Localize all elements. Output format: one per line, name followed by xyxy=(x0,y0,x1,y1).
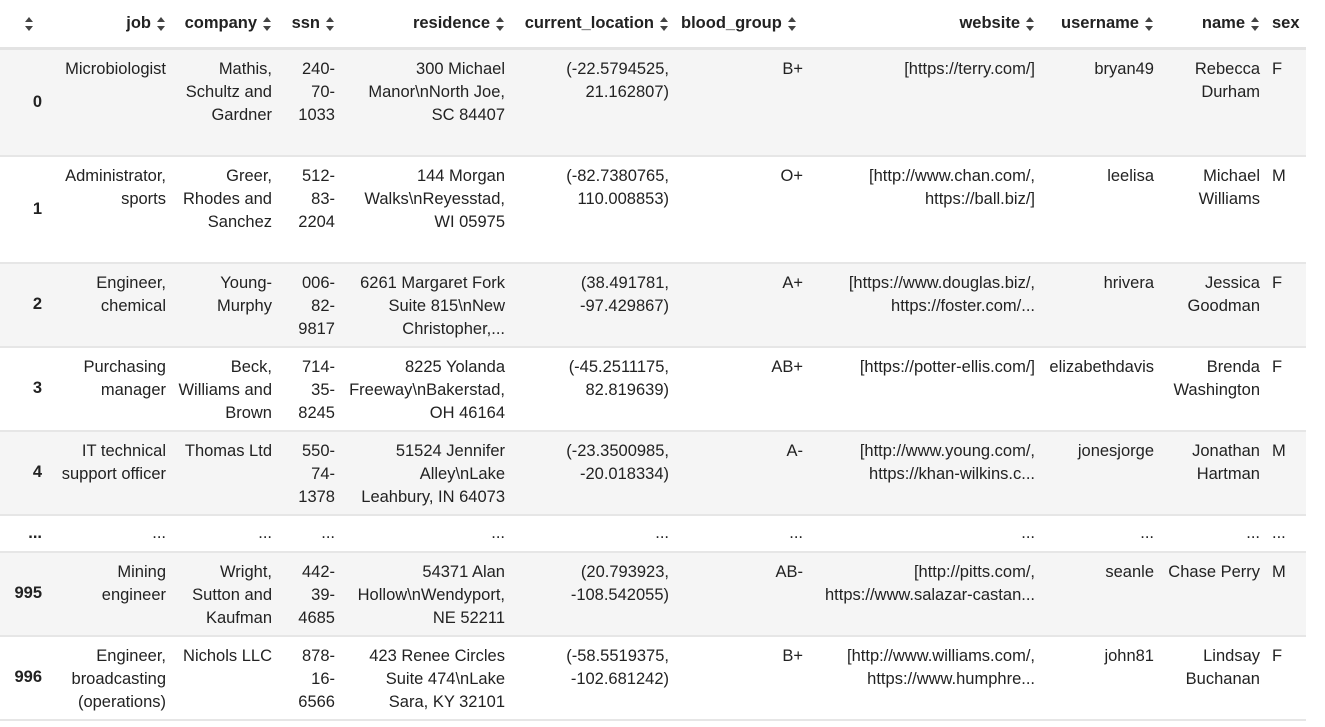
cell-username: jonesjorge xyxy=(1077,441,1154,460)
cell-website: [https://terry.com/] xyxy=(904,60,1035,78)
cell-company: Wright, Sutton and Kaufman xyxy=(192,562,272,627)
cell-residence: 54371 Alan Hollow\nWendyport, NE 52211 xyxy=(357,562,505,627)
column-header-residence[interactable]: residence xyxy=(341,0,511,49)
column-header-sex[interactable]: sex xyxy=(1266,0,1306,49)
cell-username: seanle xyxy=(1105,562,1154,581)
cell-current-location: ... xyxy=(655,523,669,542)
sort-icon[interactable] xyxy=(1145,17,1154,31)
cell-company: Thomas Ltd xyxy=(184,441,272,460)
cell-company: Greer, Rhodes and Sanchez xyxy=(183,166,272,231)
cell-sex: M xyxy=(1272,441,1286,460)
cell-job: Engineer, chemical xyxy=(96,273,166,315)
cell-sex: ... xyxy=(1272,523,1286,542)
cell-residence: ... xyxy=(491,523,505,542)
cell-job: Administrator, sports xyxy=(65,166,166,208)
cell-current-location: (-58.5519375, -102.681242) xyxy=(566,646,669,688)
cell-company: ... xyxy=(258,523,272,542)
cell-sex: F xyxy=(1272,60,1283,78)
cell-blood-group: B+ xyxy=(782,646,803,665)
cell-name: Jonathan Hartman xyxy=(1192,441,1260,483)
sort-icon[interactable] xyxy=(263,17,272,31)
cell-residence: 8225 Yolanda Freeway\nBakerstad, OH 46164 xyxy=(349,357,505,422)
cell-residence: 144 Morgan Walks\nReyesstad, WI 05975 xyxy=(364,166,505,231)
sort-icon[interactable] xyxy=(25,17,34,31)
cell-ssn: 878-16-6566 xyxy=(298,646,335,711)
cell-username: ... xyxy=(1140,523,1154,542)
column-header-company[interactable]: company xyxy=(172,0,278,49)
table-row xyxy=(0,347,1306,431)
cell-username: hrivera xyxy=(1103,273,1154,292)
row-index: 996 xyxy=(14,668,42,686)
cell-name: Chase Perry xyxy=(1168,562,1260,581)
cell-ssn: 240-70-1033 xyxy=(298,60,335,124)
cell-blood-group: B+ xyxy=(782,60,803,78)
sort-icon[interactable] xyxy=(496,17,505,31)
row-index: 995 xyxy=(14,584,42,602)
column-header-current-location[interactable]: current_location xyxy=(511,0,675,49)
cell-ssn: 442-39-4685 xyxy=(298,562,335,627)
sort-icon[interactable] xyxy=(157,17,166,31)
row-index: 4 xyxy=(32,463,42,481)
cell-website: [http://www.young.com/, https://khan-wilkins.c... xyxy=(859,441,1035,483)
cell-residence: 51524 Jennifer Alley\nLake Leahbury, IN 64073 xyxy=(361,441,505,506)
ellipsis-row xyxy=(0,515,1306,552)
cell-website: [http://www.chan.com/, https://ball.biz/] xyxy=(869,166,1035,208)
cell-name: Jessica Goodman xyxy=(1187,273,1260,315)
cell-website: [http://pitts.com/, https://www.salazar-castan... xyxy=(825,562,1035,604)
cell-company: Mathis, Schultz and Gardner xyxy=(185,60,272,124)
cell-job: ... xyxy=(152,523,166,542)
cell-name: Michael Williams xyxy=(1198,166,1260,208)
cell-name: Rebecca Durham xyxy=(1194,60,1260,101)
row-index: 2 xyxy=(32,295,42,313)
cell-name: Lindsay Buchanan xyxy=(1185,646,1260,688)
column-header-job[interactable]: job xyxy=(52,0,172,49)
cell-blood-group: AB+ xyxy=(771,357,803,376)
cell-website: [https://potter-ellis.com/] xyxy=(859,357,1035,376)
cell-sex: M xyxy=(1272,562,1286,581)
cell-current-location: (20.793923, -108.542055) xyxy=(570,562,669,604)
cell-ssn: 550-74-1378 xyxy=(298,441,335,506)
cell-blood-group: A- xyxy=(786,441,803,460)
cell-ssn: 512-83-2204 xyxy=(298,166,335,231)
cell-current-location: (-23.3500985, -20.018334) xyxy=(566,441,669,483)
cell-blood-group: ... xyxy=(789,523,803,542)
cell-username: bryan49 xyxy=(1094,60,1154,78)
table-row xyxy=(0,49,1306,156)
sort-icon[interactable] xyxy=(1251,17,1260,31)
column-header-website[interactable]: website xyxy=(809,0,1041,49)
cell-sex: F xyxy=(1272,357,1283,376)
header-row xyxy=(0,0,1306,49)
row-index: 1 xyxy=(32,199,42,218)
row-index: 3 xyxy=(32,379,42,397)
sort-icon[interactable] xyxy=(326,17,335,31)
table-row xyxy=(0,156,1306,263)
cell-website: ... xyxy=(1021,523,1035,542)
cell-website: [http://www.williams.com/, https://www.humphre... xyxy=(847,646,1035,688)
cell-job: IT technical support officer xyxy=(61,441,166,483)
cell-company: Beck, Williams and Brown xyxy=(178,357,272,422)
column-header-ssn[interactable]: ssn xyxy=(278,0,341,49)
cell-name: Brenda Washington xyxy=(1173,357,1260,399)
cell-sex: M xyxy=(1272,166,1286,185)
column-header-name[interactable]: name xyxy=(1160,0,1266,49)
table-row xyxy=(0,552,1306,636)
cell-website: [https://www.douglas.biz/, https://foster.com/... xyxy=(848,273,1035,315)
sort-icon[interactable] xyxy=(660,17,669,31)
cell-residence: 6261 Margaret Fork Suite 815\nNew Christopher,... xyxy=(360,273,505,338)
cell-current-location: (-45.2511175, 82.819639) xyxy=(568,357,669,399)
cell-name: ... xyxy=(1246,523,1260,542)
cell-job: Engineer, broadcasting (operations) xyxy=(71,646,166,711)
table-row xyxy=(0,263,1306,347)
cell-sex: F xyxy=(1272,273,1283,292)
column-header-blood-group[interactable]: blood_group xyxy=(675,0,809,49)
column-header-username[interactable]: username xyxy=(1041,0,1160,49)
cell-username: elizabethdavis xyxy=(1049,357,1154,376)
cell-sex: F xyxy=(1272,646,1283,665)
cell-job: Microbiologist xyxy=(65,60,166,78)
sort-icon[interactable] xyxy=(1026,17,1035,31)
cell-company: Young-Murphy xyxy=(216,273,272,315)
cell-blood-group: AB- xyxy=(775,562,803,581)
cell-residence: 423 Renee Circles Suite 474\nLake Sara, KY 32101 xyxy=(369,646,505,711)
cell-current-location: (38.491781, -97.429867) xyxy=(580,273,669,315)
cell-username: john81 xyxy=(1104,646,1154,665)
cell-ssn: 714-35-8245 xyxy=(298,357,335,422)
cell-blood-group: A+ xyxy=(782,273,803,292)
cell-job: Mining engineer xyxy=(101,562,166,604)
cell-residence: 300 Michael Manor\nNorth Joe, SC 84407 xyxy=(368,60,505,124)
cell-company: Nichols LLC xyxy=(183,646,272,665)
table-row xyxy=(0,636,1306,720)
cell-job: Purchasing manager xyxy=(83,357,166,399)
cell-blood-group: O+ xyxy=(780,166,803,185)
cell-ssn: 006-82-9817 xyxy=(298,273,335,338)
column-header-index[interactable] xyxy=(0,0,52,49)
row-index: ... xyxy=(28,523,42,542)
cell-current-location: (-22.5794525, 21.162807) xyxy=(566,60,669,101)
sort-icon[interactable] xyxy=(788,17,797,31)
cell-ssn: ... xyxy=(321,523,335,542)
table-row xyxy=(0,431,1306,515)
cell-current-location: (-82.7380765, 110.008853) xyxy=(566,166,669,208)
cell-username: leelisa xyxy=(1107,166,1154,185)
row-index: 0 xyxy=(32,92,42,111)
